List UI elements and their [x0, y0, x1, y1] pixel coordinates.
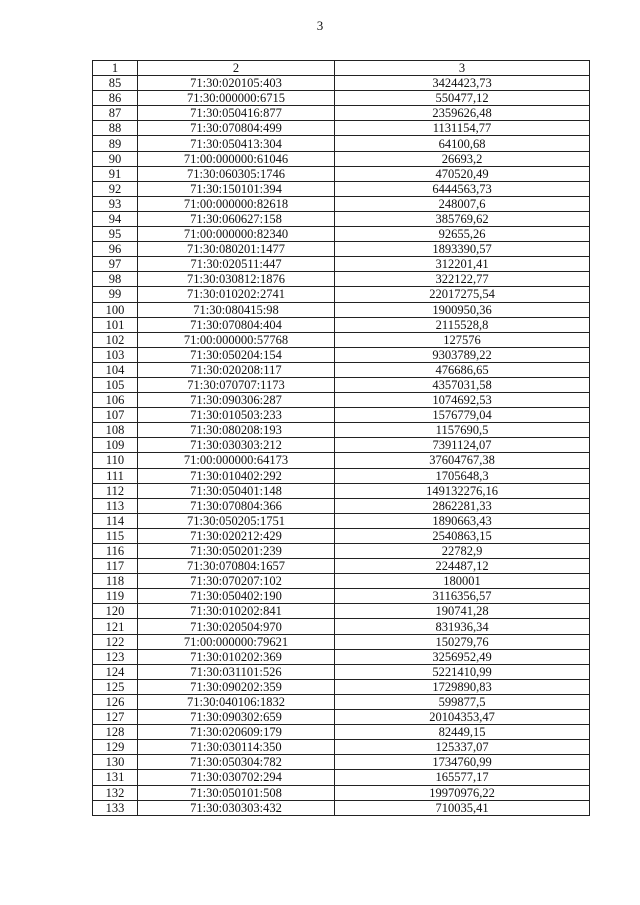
value-cell: 550477,12 — [335, 91, 590, 106]
cadastral-number-cell: 71:30:010202:369 — [138, 649, 335, 664]
cadastral-number-cell: 71:30:080201:1477 — [138, 242, 335, 257]
row-number-cell: 99 — [93, 287, 138, 302]
table-row — [93, 604, 590, 619]
table-row — [93, 559, 590, 574]
row-number-cell: 118 — [93, 574, 138, 589]
cadastral-number-cell: 71:30:060627:158 — [138, 211, 335, 226]
table-row — [93, 166, 590, 181]
table-row — [93, 468, 590, 483]
table-row — [93, 649, 590, 664]
cadastral-number-cell: 71:30:070207:102 — [138, 574, 335, 589]
table-row — [93, 317, 590, 332]
table-row — [93, 498, 590, 513]
row-number-cell: 119 — [93, 589, 138, 604]
value-cell: 3116356,57 — [335, 589, 590, 604]
table-row — [93, 211, 590, 226]
table-row — [93, 106, 590, 121]
cadastral-number-cell: 71:30:070707:1173 — [138, 377, 335, 392]
row-number-cell: 98 — [93, 272, 138, 287]
cadastral-number-cell: 71:30:020504:970 — [138, 619, 335, 634]
value-cell: 22782,9 — [335, 544, 590, 559]
column-header: 1 — [93, 61, 138, 76]
value-cell: 4357031,58 — [335, 377, 590, 392]
row-number-cell: 105 — [93, 377, 138, 392]
value-cell: 92655,26 — [335, 227, 590, 242]
value-cell: 1734760,99 — [335, 755, 590, 770]
row-number-cell: 92 — [93, 181, 138, 196]
cadastral-number-cell: 71:00:000000:82340 — [138, 227, 335, 242]
table-row — [93, 181, 590, 196]
table-row — [93, 453, 590, 468]
value-cell: 322122,77 — [335, 272, 590, 287]
row-number-cell: 116 — [93, 544, 138, 559]
row-number-cell: 103 — [93, 347, 138, 362]
row-number-cell: 86 — [93, 91, 138, 106]
cadastral-number-cell: 71:30:030303:432 — [138, 800, 335, 815]
cadastral-number-cell: 71:30:020105:403 — [138, 76, 335, 91]
value-cell: 5221410,99 — [335, 664, 590, 679]
value-cell: 149132276,16 — [335, 483, 590, 498]
value-cell: 127576 — [335, 332, 590, 347]
table-row — [93, 664, 590, 679]
cadastral-number-cell: 71:30:070804:1657 — [138, 559, 335, 574]
value-cell: 22017275,54 — [335, 287, 590, 302]
cadastral-number-cell: 71:30:031101:526 — [138, 664, 335, 679]
row-number-cell: 88 — [93, 121, 138, 136]
value-cell: 385769,62 — [335, 211, 590, 226]
cadastral-number-cell: 71:30:030812:1876 — [138, 272, 335, 287]
row-number-cell: 90 — [93, 151, 138, 166]
value-cell: 7391124,07 — [335, 438, 590, 453]
table-row — [93, 755, 590, 770]
table-row — [93, 740, 590, 755]
table-row — [93, 634, 590, 649]
table-header-row — [93, 61, 590, 76]
table-row — [93, 483, 590, 498]
row-number-cell: 115 — [93, 528, 138, 543]
value-cell: 64100,68 — [335, 136, 590, 151]
row-number-cell: 112 — [93, 483, 138, 498]
cadastral-number-cell: 71:30:010503:233 — [138, 408, 335, 423]
value-cell: 82449,15 — [335, 725, 590, 740]
row-number-cell: 101 — [93, 317, 138, 332]
table-row — [93, 76, 590, 91]
column-header: 3 — [335, 61, 590, 76]
value-cell: 125337,07 — [335, 740, 590, 755]
row-number-cell: 123 — [93, 649, 138, 664]
cadastral-number-cell: 71:30:020212:429 — [138, 528, 335, 543]
cadastral-number-cell: 71:30:010202:2741 — [138, 287, 335, 302]
row-number-cell: 122 — [93, 634, 138, 649]
table-row — [93, 347, 590, 362]
table-row — [93, 725, 590, 740]
table-row — [93, 619, 590, 634]
cadastral-number-cell: 71:30:090302:659 — [138, 710, 335, 725]
cadastral-number-cell: 71:30:030702:294 — [138, 770, 335, 785]
cadastral-number-cell: 71:30:080415:98 — [138, 302, 335, 317]
cadastral-number-cell: 71:30:060305:1746 — [138, 166, 335, 181]
row-number-cell: 129 — [93, 740, 138, 755]
row-number-cell: 110 — [93, 453, 138, 468]
cadastral-number-cell: 71:30:150101:394 — [138, 181, 335, 196]
value-cell: 2359626,48 — [335, 106, 590, 121]
value-cell: 3256952,49 — [335, 649, 590, 664]
cadastral-number-cell: 71:30:050413:304 — [138, 136, 335, 151]
value-cell: 1900950,36 — [335, 302, 590, 317]
row-number-cell: 95 — [93, 227, 138, 242]
cadastral-number-cell: 71:30:020609:179 — [138, 725, 335, 740]
cadastral-number-cell: 71:30:020208:117 — [138, 362, 335, 377]
value-cell: 6444563,73 — [335, 181, 590, 196]
cadastral-number-cell: 71:30:050401:148 — [138, 483, 335, 498]
cadastral-number-cell: 71:30:070804:404 — [138, 317, 335, 332]
cadastral-number-cell: 71:00:000000:64173 — [138, 453, 335, 468]
row-number-cell: 104 — [93, 362, 138, 377]
table-row — [93, 528, 590, 543]
table-row — [93, 287, 590, 302]
value-cell: 2862281,33 — [335, 498, 590, 513]
row-number-cell: 124 — [93, 664, 138, 679]
row-number-cell: 87 — [93, 106, 138, 121]
value-cell: 19970976,22 — [335, 785, 590, 800]
table-row — [93, 544, 590, 559]
row-number-cell: 102 — [93, 332, 138, 347]
table-row — [93, 513, 590, 528]
row-number-cell: 108 — [93, 423, 138, 438]
cadastral-number-cell: 71:30:050201:239 — [138, 544, 335, 559]
cadastral-number-cell: 71:30:000000:6715 — [138, 91, 335, 106]
table-row — [93, 257, 590, 272]
cadastral-number-cell: 71:30:050101:508 — [138, 785, 335, 800]
cadastral-number-cell: 71:30:050205:1751 — [138, 513, 335, 528]
table-row — [93, 393, 590, 408]
value-cell: 1729890,83 — [335, 679, 590, 694]
cadastral-number-cell: 71:30:030303:212 — [138, 438, 335, 453]
table-row — [93, 800, 590, 815]
table-row — [93, 227, 590, 242]
row-number-cell: 117 — [93, 559, 138, 574]
value-cell: 1131154,77 — [335, 121, 590, 136]
value-cell: 26693,2 — [335, 151, 590, 166]
value-cell: 476686,65 — [335, 362, 590, 377]
cadastral-number-cell: 71:30:050402:190 — [138, 589, 335, 604]
row-number-cell: 126 — [93, 694, 138, 709]
table-row — [93, 302, 590, 317]
value-cell: 2540863,15 — [335, 528, 590, 543]
row-number-cell: 121 — [93, 619, 138, 634]
table-row — [93, 121, 590, 136]
table-row — [93, 710, 590, 725]
row-number-cell: 109 — [93, 438, 138, 453]
data-table — [92, 60, 590, 816]
value-cell: 710035,41 — [335, 800, 590, 815]
cadastral-number-cell: 71:30:070804:366 — [138, 498, 335, 513]
value-cell: 312201,41 — [335, 257, 590, 272]
value-cell: 3424423,73 — [335, 76, 590, 91]
table-row — [93, 91, 590, 106]
cadastral-number-cell: 71:00:000000:79621 — [138, 634, 335, 649]
value-cell: 20104353,47 — [335, 710, 590, 725]
cadastral-number-cell: 71:30:050416:877 — [138, 106, 335, 121]
cadastral-number-cell: 71:30:030114:350 — [138, 740, 335, 755]
table-row — [93, 242, 590, 257]
value-cell: 248007,6 — [335, 196, 590, 211]
table-row — [93, 785, 590, 800]
table-row — [93, 679, 590, 694]
value-cell: 470520,49 — [335, 166, 590, 181]
value-cell: 1576779,04 — [335, 408, 590, 423]
cadastral-number-cell: 71:30:090202:359 — [138, 679, 335, 694]
row-number-cell: 128 — [93, 725, 138, 740]
cadastral-number-cell: 71:00:000000:82618 — [138, 196, 335, 211]
value-cell: 831936,34 — [335, 619, 590, 634]
value-cell: 1890663,43 — [335, 513, 590, 528]
table-row — [93, 423, 590, 438]
value-cell: 165577,17 — [335, 770, 590, 785]
table-row — [93, 332, 590, 347]
cadastral-number-cell: 71:30:020511:447 — [138, 257, 335, 272]
value-cell: 150279,76 — [335, 634, 590, 649]
cadastral-number-cell: 71:30:050304:782 — [138, 755, 335, 770]
table-row — [93, 362, 590, 377]
row-number-cell: 91 — [93, 166, 138, 181]
row-number-cell: 96 — [93, 242, 138, 257]
value-cell: 2115528,8 — [335, 317, 590, 332]
value-cell: 224487,12 — [335, 559, 590, 574]
table-row — [93, 196, 590, 211]
value-cell: 599877,5 — [335, 694, 590, 709]
row-number-cell: 132 — [93, 785, 138, 800]
table-row — [93, 694, 590, 709]
table-row — [93, 151, 590, 166]
row-number-cell: 89 — [93, 136, 138, 151]
table-row — [93, 574, 590, 589]
row-number-cell: 125 — [93, 679, 138, 694]
table-row — [93, 136, 590, 151]
value-cell: 37604767,38 — [335, 453, 590, 468]
table-row — [93, 377, 590, 392]
row-number-cell: 85 — [93, 76, 138, 91]
cadastral-number-cell: 71:30:040106:1832 — [138, 694, 335, 709]
row-number-cell: 94 — [93, 211, 138, 226]
row-number-cell: 114 — [93, 513, 138, 528]
value-cell: 1157690,5 — [335, 423, 590, 438]
value-cell: 1705648,3 — [335, 468, 590, 483]
row-number-cell: 100 — [93, 302, 138, 317]
cadastral-number-cell: 71:30:010202:841 — [138, 604, 335, 619]
table-row — [93, 272, 590, 287]
table-row — [93, 589, 590, 604]
table-body — [93, 61, 590, 816]
cadastral-number-cell: 71:30:010402:292 — [138, 468, 335, 483]
row-number-cell: 93 — [93, 196, 138, 211]
value-cell: 180001 — [335, 574, 590, 589]
row-number-cell: 107 — [93, 408, 138, 423]
row-number-cell: 106 — [93, 393, 138, 408]
cadastral-number-cell: 71:00:000000:61046 — [138, 151, 335, 166]
row-number-cell: 127 — [93, 710, 138, 725]
value-cell: 1074692,53 — [335, 393, 590, 408]
row-number-cell: 130 — [93, 755, 138, 770]
table-row — [93, 438, 590, 453]
cadastral-number-cell: 71:30:050204:154 — [138, 347, 335, 362]
row-number-cell: 113 — [93, 498, 138, 513]
row-number-cell: 111 — [93, 468, 138, 483]
row-number-cell: 97 — [93, 257, 138, 272]
value-cell: 9303789,22 — [335, 347, 590, 362]
cadastral-number-cell: 71:30:080208:193 — [138, 423, 335, 438]
value-cell: 1893390,57 — [335, 242, 590, 257]
column-header: 2 — [138, 61, 335, 76]
row-number-cell: 131 — [93, 770, 138, 785]
value-cell: 190741,28 — [335, 604, 590, 619]
row-number-cell: 120 — [93, 604, 138, 619]
page-number: 3 — [316, 18, 324, 33]
row-number-cell: 133 — [93, 800, 138, 815]
cadastral-number-cell: 71:30:090306:287 — [138, 393, 335, 408]
cadastral-number-cell: 71:30:070804:499 — [138, 121, 335, 136]
table-row — [93, 408, 590, 423]
cadastral-number-cell: 71:00:000000:57768 — [138, 332, 335, 347]
table-row — [93, 770, 590, 785]
